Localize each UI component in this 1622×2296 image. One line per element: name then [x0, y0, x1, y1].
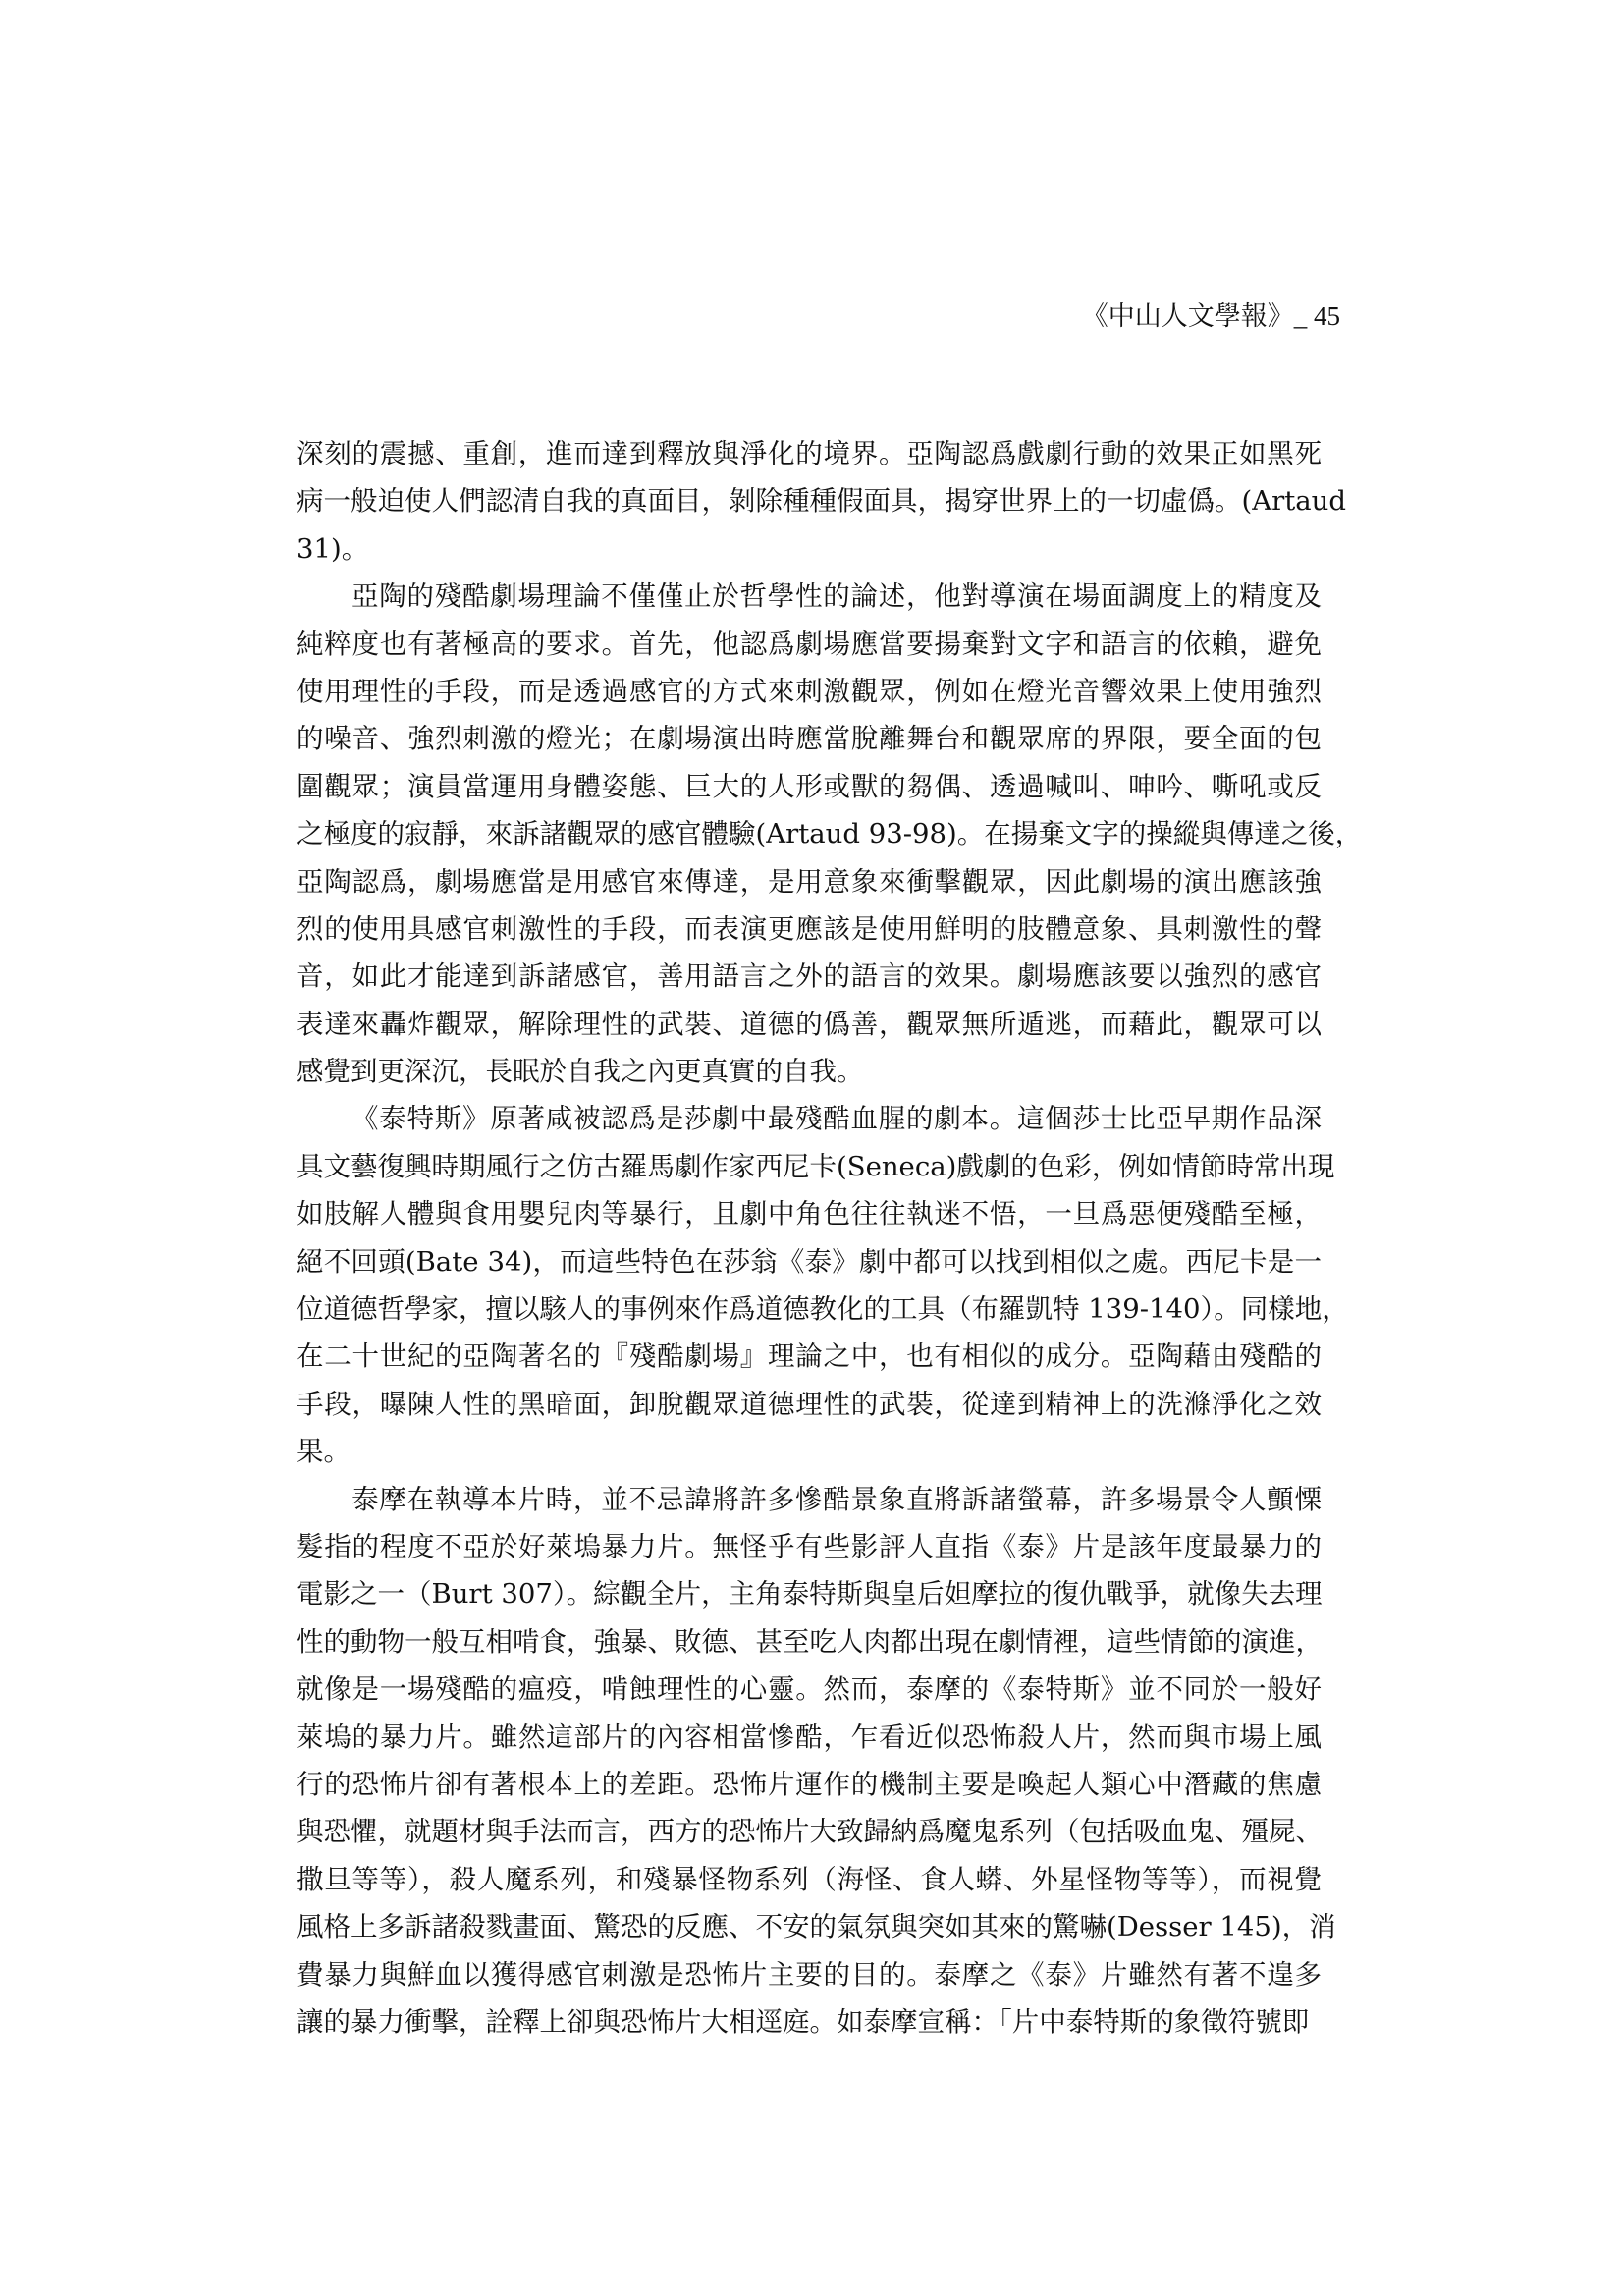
text-line: 31)。: [297, 532, 369, 565]
text-line: 如肢解人體與食用嬰兒肉等暴行，且劇中角色往往執迷不悟，一旦爲惡便殘酷至極，: [297, 1198, 1322, 1230]
text-line: 位道德哲學家，擅以駭人的事例來作爲道德教化的工具（布羅凱特 139-140）。同樣地，: [297, 1293, 1349, 1326]
text-line: 音，如此才能達到訴諸感官，善用語言之外的語言的效果。劇場應該要以強烈的感官: [297, 960, 1322, 993]
text-line: 手段，曝陳人性的黑暗面，卸脫觀眾道德理性的武裝，從達到精神上的洗滌淨化之效: [297, 1388, 1322, 1420]
text-line: 性的動物一般互相啃食，強暴、敗德、甚至吃人肉都出現在劇情裡，這些情節的演進，: [297, 1625, 1323, 1658]
text-line: 亞陶的殘酷劇場理論不僅僅止於哲學性的論述，他對導演在場面調度上的精度及: [351, 580, 1322, 613]
text-line: 讓的暴力衝擊，詮釋上卻與恐怖片大相逕庭。如泰摩宣稱：「片中泰特斯的象徵符號即: [297, 2005, 1310, 2038]
text-line: 使用理性的手段，而是透過感官的方式來刺激觀眾，例如在燈光音響效果上使用強烈: [297, 675, 1322, 707]
paragraph: [297, 430, 1346, 573]
text-line: 病一般迫使人們認清自我的真面目，剝除種種假面具，揭穿世界上的一切虛僞。(Artaud: [297, 485, 1346, 518]
text-line: 行的恐怖片卻有著根本上的差距。恐怖片運作的機制主要是喚起人類心中潛藏的焦慮: [297, 1768, 1322, 1800]
text-line: 烈的使用具感官刺激性的手段，而表演更應該是使用鮮明的肢體意象、具刺激性的聲: [297, 912, 1322, 945]
text-line: 在二十世紀的亞陶著名的『殘酷劇場』理論之中，也有相似的成分。亞陶藉由殘酷的: [297, 1340, 1322, 1373]
text-line: 絕不回頭(Bate 34)，而這些特色在莎翁《泰》劇中都可以找到相似之處。西尼卡是一: [297, 1245, 1322, 1278]
text-line: 感覺到更深沉，長眠於自我之內更真實的自我。: [297, 1056, 864, 1088]
text-line: 具文藝復興時期風行之仿古羅馬劇作家西尼卡(Seneca)戲劇的色彩，例如情節時常出現: [297, 1150, 1335, 1182]
text-line: 就像是一場殘酷的瘟疫，啃蝕理性的心靈。然而，泰摩的《泰特斯》並不同於一般好: [297, 1673, 1322, 1706]
paragraph: [297, 573, 1363, 1095]
paragraph: [297, 1095, 1349, 1475]
paragraph: [297, 1476, 1336, 2047]
text-line: 萊塢的暴力片。雖然這部片的內容相當慘酷，乍看近似恐怖殺人片，然而與市場上風: [297, 1721, 1322, 1753]
text-line: 亞陶認爲，劇場應當是用感官來傳達，是用意象來衝擊觀眾，因此劇場的演出應該強: [297, 865, 1322, 898]
text-line: 風格上多訴諸殺戮畫面、驚恐的反應、不安的氣氛與突如其來的驚嚇(Desser 145)，消: [297, 1911, 1336, 1943]
text-line: 電影之一（Burt 307）。綜觀全片，主角泰特斯與皇后妲摩拉的復仇戰爭，就像失去理: [297, 1578, 1323, 1611]
text-line: 的噪音、強烈刺激的燈光；在劇場演出時應當脫離舞台和觀眾席的界限，要全面的包: [297, 723, 1322, 755]
text-line: 費暴力與鮮血以獲得感官刺激是恐怖片主要的目的。泰摩之《泰》片雖然有著不遑多: [297, 1958, 1322, 1991]
text-line: 純粹度也有著極高的要求。首先，他認爲劇場應當要揚棄對文字和語言的依賴，避免: [297, 628, 1322, 660]
text-line: 與恐懼，就題材與手法而言，西方的恐怖片大致歸納爲魔鬼系列（包括吸血鬼、殭屍、: [297, 1816, 1323, 1848]
text-line: 深刻的震撼、重創，進而達到釋放與淨化的境界。亞陶認爲戲劇行動的效果正如黑死: [297, 438, 1322, 469]
text-line: 撒旦等等），殺人魔系列，和殘暴怪物系列（海怪、食人蟒、外星怪物等等），而視覺: [297, 1863, 1322, 1895]
text-line: 泰摩在執導本片時，並不忌諱將許多慘酷景象直將訴諸螢幕，許多場景令人顫慄: [351, 1483, 1322, 1515]
text-line: 之極度的寂靜，來訴諸觀眾的感官體驗(Artaud 93-98)。在揚棄文字的操縱與傳達之後，: [297, 818, 1363, 850]
body-text: [297, 430, 1363, 2046]
text-line: 圍觀眾；演員當運用身體姿態、巨大的人形或獸的芻偶、透過喊叫、呻吟、嘶吼或反: [297, 770, 1322, 802]
text-line: 髮指的程度不亞於好萊塢暴力片。無怪乎有些影評人直指《泰》片是該年度最暴力的: [297, 1530, 1322, 1562]
running-header: 《中山人文學報》_ 45: [1081, 301, 1340, 331]
text-line: 表達來轟炸觀眾，解除理性的武裝、道德的僞善，觀眾無所遁逃，而藉此，觀眾可以: [297, 1008, 1322, 1040]
text-line: 果。: [297, 1436, 351, 1468]
text-line: 《泰特斯》原著咸被認爲是莎劇中最殘酷血腥的劇本。這個莎士比亞早期作品深: [351, 1103, 1322, 1135]
